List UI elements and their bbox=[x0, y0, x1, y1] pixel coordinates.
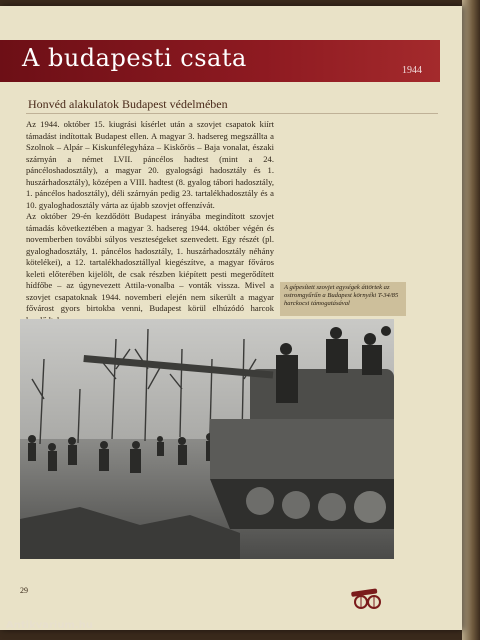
photo-caption: A gépesített szovjet egységek áttörtek az ostromgyűrűn a Budapest környéki T-34/85 harckocsi támogatásával bbox=[280, 282, 406, 316]
cannon-icon bbox=[347, 584, 387, 610]
chapter-header bbox=[0, 40, 440, 82]
book-page bbox=[0, 6, 462, 630]
body-paragraph-2: Az október 29-én kezdődött Budapest irányába megindított szovjet támadás következtében a magyar 3. hadsereg 1944. október végén és novemberben további súlyos veszteségeket szenvedett. Egy részét (pl. gyaloghadosztály, 1. páncélos hadosztály, 1. huszárhadosztály néhány kötelékei), a 12. tartalékhadosztállyal kiegészítve, a magyar főváros keleti előterében kijelölt, de csak részben kiépített pesti megerődített hídfőbe – az úgynevezett Attila-vonalba – vonták vissza. Mivel a szovjet csapatoknak 1944. novemberi elején nem sikerült a magyar fővárost gyors birtokba venni, Budapest körül elhúzódó harcok bbox=[26, 211, 274, 313]
tank-photo-illustration bbox=[20, 319, 394, 559]
war-photo bbox=[20, 319, 394, 559]
chapter-title: A budapesti csata bbox=[22, 44, 247, 72]
section-subtitle: Honvéd alakulatok Budapest védelmében bbox=[28, 97, 228, 111]
body-text bbox=[26, 119, 274, 326]
page-number: 29 bbox=[20, 586, 28, 595]
divider bbox=[26, 113, 438, 114]
chapter-year: 1944 bbox=[402, 65, 422, 76]
page-edge bbox=[462, 0, 480, 640]
watermark: Antikvarium.hu bbox=[6, 620, 93, 631]
body-paragraph-1: Az 1944. október 15. kiugrási kísérlet után a szovjet csapatok kiírt támadást indítottak Budapest ellen. A magyar 3. hadsereg megszállta a Szolnok – Alpár – Kiskunfélegyháza – Kiskőrös – Baja vonalat, északi szárnyán a német LVII. páncélos hadtest (mint a 24. páncéloshadosztály), a magyar 20. gyalogsági hadosztály és 1. huszárhadosztály), középen a VIII. hadtest (8. gyalog tábori hadosztály, 1. páncélos hadosztály), déli szárnyán pedig 23. tartalékhadosztály és a 10. gyaloghadosztály várta az újabb szovjet offenzívát. bbox=[26, 119, 274, 210]
